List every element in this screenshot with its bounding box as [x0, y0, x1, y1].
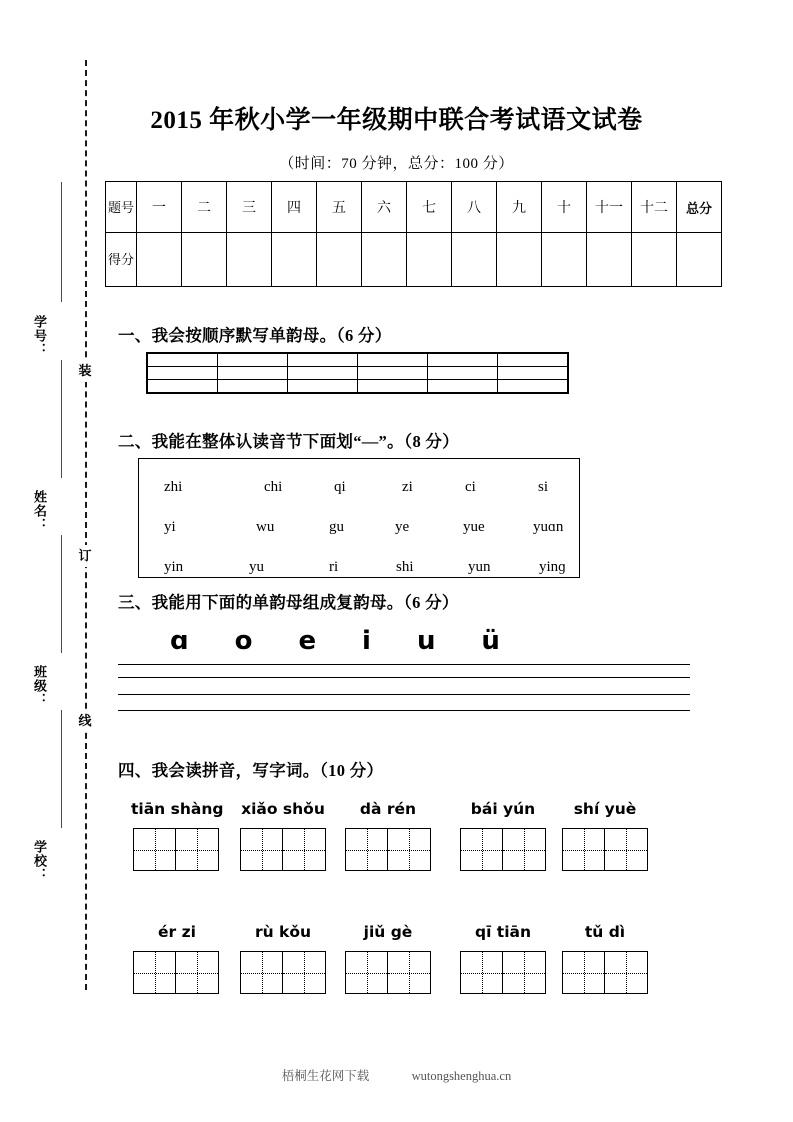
- syllable-zi[interactable]: zi: [402, 478, 413, 495]
- tianzige-cell[interactable]: [240, 828, 283, 871]
- q2-syllable-row: [139, 547, 581, 587]
- pinyin-jiu-ge: jiǔ gè: [363, 923, 413, 941]
- q1-grid-cell[interactable]: [428, 380, 498, 394]
- answer-line[interactable]: [118, 694, 690, 695]
- score-table-score-label: [106, 233, 137, 287]
- pinyin-tu-di: tǔ dì: [584, 923, 626, 941]
- tianzige-da-ren[interactable]: [345, 828, 431, 871]
- score-cell-8[interactable]: [452, 233, 497, 287]
- tianzige-cell[interactable]: [283, 951, 326, 994]
- score-table-q5: 五: [317, 182, 362, 233]
- q1-grid-row[interactable]: [147, 367, 568, 380]
- margin-rule-4: [61, 710, 62, 828]
- tianzige-cell[interactable]: [388, 951, 431, 994]
- q1-grid-cell[interactable]: [498, 380, 569, 394]
- class-field-label[interactable]: 班级：: [32, 665, 47, 707]
- score-cell-2[interactable]: [182, 233, 227, 287]
- q1-grid-cell[interactable]: [147, 353, 218, 367]
- tianzige-shi-yue[interactable]: [562, 828, 648, 871]
- vowel-a: ɑ: [170, 626, 189, 656]
- score-table-q4: 四: [272, 182, 317, 233]
- score-cell-total[interactable]: [677, 233, 722, 287]
- tianzige-cell[interactable]: [176, 828, 219, 871]
- q1-grid-cell[interactable]: [498, 367, 569, 380]
- score-table-q6: 六: [362, 182, 407, 233]
- tianzige-cell[interactable]: [345, 828, 388, 871]
- vowel-e: e: [298, 626, 317, 656]
- footer-site-name: 梧桐生花网下载: [281, 1069, 370, 1083]
- tianzige-cell[interactable]: [133, 951, 176, 994]
- q1-grid-cell[interactable]: [288, 353, 358, 367]
- binding-dashed-line: [85, 60, 87, 990]
- question-3-answer-lines[interactable]: [118, 660, 690, 715]
- tianzige-cell[interactable]: [460, 951, 503, 994]
- question-1-heading: 一、我会按顺序默写单韵母。（6 分）: [118, 326, 392, 345]
- footer: [0, 1066, 793, 1084]
- pinyin-shi-yue: shí yuè: [573, 800, 637, 818]
- syllable-wu[interactable]: wu: [256, 518, 275, 535]
- pinyin-er-zi: ér zi: [158, 923, 196, 941]
- tianzige-cell[interactable]: [388, 828, 431, 871]
- pinyin-ru-kou: rù kǒu: [254, 923, 312, 941]
- syllable-gu[interactable]: gu: [329, 518, 344, 535]
- school-field-label[interactable]: 学校：: [32, 840, 47, 882]
- seal-word-xian: 线: [72, 710, 98, 732]
- syllable-ci[interactable]: ci: [465, 478, 476, 495]
- score-table-score-row: [106, 233, 722, 287]
- tianzige-cell[interactable]: [283, 828, 326, 871]
- syllable-ri[interactable]: ri: [329, 558, 339, 575]
- tianzige-qi-tian[interactable]: [460, 951, 546, 994]
- tianzige-cell[interactable]: [605, 951, 648, 994]
- q1-grid-cell[interactable]: [358, 380, 428, 394]
- answer-line[interactable]: [118, 664, 690, 665]
- page-subtitle: （时间：70 分钟，总分：100 分）: [279, 156, 514, 172]
- q1-grid-cell[interactable]: [218, 367, 288, 380]
- score-table-q11: 十一: [587, 182, 632, 233]
- score-table-q1: 一: [137, 182, 182, 233]
- tianzige-tu-di[interactable]: [562, 951, 648, 994]
- score-table-q8: 八: [452, 182, 497, 233]
- q1-grid-cell[interactable]: [358, 353, 428, 367]
- vowel-u-umlaut: ü: [481, 626, 500, 656]
- syllable-yun[interactable]: yun: [468, 558, 491, 575]
- q1-grid-cell[interactable]: [428, 353, 498, 367]
- question-3-heading: 三、我能用下面的单韵母组成复韵母。（6 分）: [118, 593, 459, 612]
- score-table-question-label: [106, 182, 137, 233]
- student-name-field-label[interactable]: 姓名：: [32, 490, 47, 532]
- score-table: [105, 181, 722, 287]
- score-table-q2: 二: [182, 182, 227, 233]
- syllable-chi[interactable]: chi: [264, 478, 283, 495]
- score-table-question-label-text: 题号: [107, 199, 134, 215]
- question-2-heading: 二、我能在整体认读音节下面划“—”。（8 分）: [118, 432, 460, 451]
- score-table-q3: 三: [227, 182, 272, 233]
- q1-grid-cell[interactable]: [218, 380, 288, 394]
- score-table-q9: 九: [497, 182, 542, 233]
- tianzige-cell[interactable]: [503, 828, 546, 871]
- pinyin-bai-yun: bái yún: [470, 800, 536, 818]
- margin-rule-1: [61, 182, 62, 302]
- score-cell-1[interactable]: [137, 233, 182, 287]
- vowel-u: u: [416, 626, 436, 656]
- q1-grid-cell[interactable]: [358, 367, 428, 380]
- tianzige-cell[interactable]: [460, 828, 503, 871]
- score-cell-10[interactable]: [542, 233, 587, 287]
- q1-grid-row[interactable]: [147, 353, 568, 367]
- answer-line[interactable]: [118, 677, 690, 678]
- pinyin-da-ren: dà rén: [359, 800, 417, 818]
- q1-grid-cell[interactable]: [428, 367, 498, 380]
- student-id-field-label[interactable]: 学号：: [32, 315, 47, 357]
- tianzige-tian-shang[interactable]: [133, 828, 219, 871]
- score-cell-6[interactable]: [362, 233, 407, 287]
- syllable-yu[interactable]: yu: [249, 558, 264, 575]
- score-cell-12[interactable]: [632, 233, 677, 287]
- tianzige-cell[interactable]: [345, 951, 388, 994]
- q1-grid-cell[interactable]: [498, 353, 569, 367]
- syllable-ying[interactable]: yinɡ: [539, 558, 566, 575]
- question-2-syllable-box: [138, 458, 580, 578]
- tianzige-er-zi[interactable]: [133, 951, 219, 994]
- tianzige-cell[interactable]: [133, 828, 176, 871]
- syllable-zhi[interactable]: zhi: [164, 478, 183, 495]
- question-1-pinyin-grid[interactable]: [146, 352, 569, 394]
- q1-grid-cell[interactable]: [147, 380, 218, 394]
- syllable-ye[interactable]: ye: [395, 518, 410, 535]
- tianzige-cell[interactable]: [176, 951, 219, 994]
- syllable-shi[interactable]: shi: [396, 558, 414, 575]
- score-table-header-row: [106, 182, 722, 233]
- seal-word-ding: 订: [72, 545, 98, 567]
- tianzige-bai-yun[interactable]: [460, 828, 546, 871]
- question-4-heading: 四、我会读拼音，写字词。（10 分）: [118, 761, 384, 780]
- syllable-yin[interactable]: yin: [164, 558, 184, 575]
- footer-site-url: wutongshenghua.cn: [411, 1069, 512, 1083]
- tianzige-cell[interactable]: [562, 951, 605, 994]
- score-cell-4[interactable]: [272, 233, 317, 287]
- tianzige-cell[interactable]: [240, 951, 283, 994]
- margin-rule-2: [61, 360, 62, 478]
- syllable-qi[interactable]: qi: [334, 478, 346, 495]
- question-3-vowel-list: [170, 626, 500, 656]
- tianzige-jiu-ge[interactable]: [345, 951, 431, 994]
- pinyin-qi-tian: qī tiān: [474, 923, 532, 941]
- seal-word-zhuang: 装: [72, 360, 98, 382]
- tianzige-cell[interactable]: [503, 951, 546, 994]
- score-table-q10: 十: [542, 182, 587, 233]
- tianzige-cell[interactable]: [562, 828, 605, 871]
- q1-grid-cell[interactable]: [218, 353, 288, 367]
- score-table-q12: 十二: [632, 182, 677, 233]
- q2-syllable-row: [139, 507, 581, 547]
- score-cell-3[interactable]: [227, 233, 272, 287]
- score-cell-5[interactable]: [317, 233, 362, 287]
- score-cell-11[interactable]: [587, 233, 632, 287]
- tianzige-xiao-shou[interactable]: [240, 828, 326, 871]
- page-title: 2015 年秋小学一年级期中联合考试语文试卷: [150, 107, 643, 134]
- pinyin-tian-shang: tiān shàng: [131, 800, 224, 818]
- q1-grid-cell[interactable]: [288, 367, 358, 380]
- answer-line[interactable]: [118, 710, 690, 711]
- q1-grid-cell[interactable]: [147, 367, 218, 380]
- q2-syllable-row: [139, 467, 581, 507]
- q1-grid-cell[interactable]: [288, 380, 358, 394]
- q1-grid-row[interactable]: [147, 380, 568, 394]
- syllable-yuan[interactable]: yuɑn: [533, 518, 564, 535]
- vowel-o: o: [234, 626, 253, 656]
- score-table-q7: 七: [407, 182, 452, 233]
- score-cell-7[interactable]: [407, 233, 452, 287]
- vowel-i: i: [362, 626, 371, 656]
- tianzige-ru-kou[interactable]: [240, 951, 326, 994]
- score-table-score-label-text: 得分: [107, 252, 134, 267]
- tianzige-cell[interactable]: [605, 828, 648, 871]
- syllable-yi[interactable]: yi: [164, 518, 176, 535]
- margin-rule-3: [61, 535, 62, 653]
- score-table-total-label: 总分: [677, 182, 722, 233]
- pinyin-xiao-shou: xiǎo shǒu: [241, 800, 325, 818]
- syllable-si[interactable]: si: [538, 478, 549, 495]
- syllable-yue[interactable]: yue: [463, 518, 485, 535]
- score-cell-9[interactable]: [497, 233, 542, 287]
